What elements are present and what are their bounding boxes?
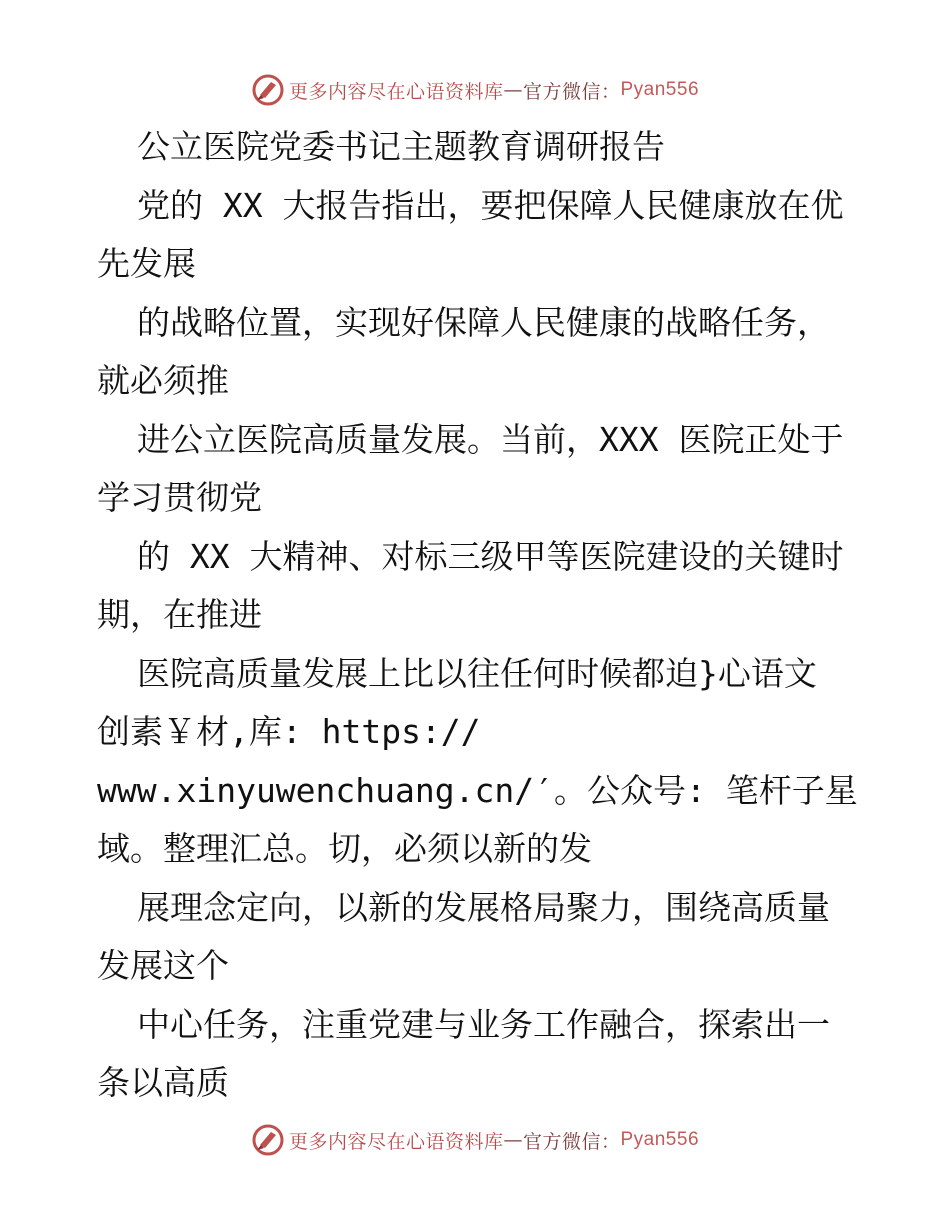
text-line: 就必须推 <box>97 361 229 400</box>
text-line: 域。整理汇总。切，必须以新的发 <box>97 829 592 868</box>
text-line: 创素￥材,库: https:// <box>97 712 481 751</box>
text-line: 学习贯彻党 <box>97 478 262 517</box>
text-line: 期，在推进 <box>97 595 262 634</box>
text-line: 先发展 <box>97 244 196 283</box>
text-line: 的 XX 大精神、对标三级甲等医院建设的关键时 <box>137 536 844 576</box>
header-banner <box>0 70 950 110</box>
document-body <box>97 118 877 1113</box>
text-line: 公立医院党委书记主题教育调研报告 <box>137 127 665 166</box>
text-line: 的战略位置，实现好保障人民健康的战略任务， <box>137 302 830 342</box>
brand-logo-icon <box>251 73 285 107</box>
footer-wechat-label: 官方微信： <box>522 1130 621 1153</box>
text-line: 发展这个 <box>97 946 229 985</box>
footer-banner-separator: — <box>503 1129 523 1151</box>
header-wechat-label: 官方微信： <box>522 80 621 103</box>
text-line: 进公立医院高质量发展。当前，XXX 医院正处于 <box>137 419 844 459</box>
text-line: 中心任务，注重党建与业务工作融合，探索出一 <box>137 1004 830 1044</box>
footer-banner <box>0 1120 950 1160</box>
header-wechat-id: Pyan556 <box>620 79 700 100</box>
footer-wechat-id: Pyan556 <box>620 1129 700 1150</box>
header-banner-text: 更多内容尽在心语资料库 <box>288 80 504 103</box>
footer-banner-text: 更多内容尽在心语资料库 <box>288 1130 504 1153</box>
header-banner-separator: — <box>503 79 523 101</box>
text-line: www.xinyuwenchuang.cn/′。公众号: 笔杆子星 <box>97 770 858 810</box>
text-line: 条以高质 <box>97 1063 229 1102</box>
text-line: 展理念定向，以新的发展格局聚力，围绕高质量 <box>137 887 830 927</box>
brand-logo-icon <box>251 1123 285 1157</box>
text-line: 党的 XX 大报告指出，要把保障人民健康放在优 <box>137 185 844 225</box>
text-line: 医院高质量发展上比以往任何时候都迫}心语文 <box>137 653 817 693</box>
